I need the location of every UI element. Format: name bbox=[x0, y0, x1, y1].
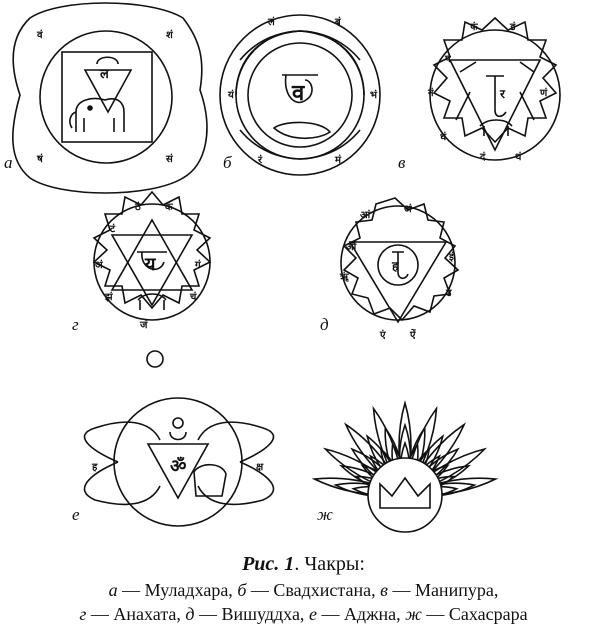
figure-number: Рис. 1 bbox=[242, 553, 295, 575]
manipura-petal-glyph: पं bbox=[445, 54, 451, 65]
caption-item: — Анахата, bbox=[86, 604, 186, 624]
vishuddha-petal-glyph: अं bbox=[404, 204, 412, 215]
vishuddha-petal-glyph: उं bbox=[446, 288, 452, 299]
caption-letter: а bbox=[108, 580, 118, 600]
caption-line-1 bbox=[0, 580, 607, 601]
vishuddha-petal-glyph: एं bbox=[380, 330, 386, 341]
ajna-bija: ॐ bbox=[170, 456, 187, 477]
svadhisthana-petal-glyph: लं bbox=[268, 17, 275, 28]
svadhisthana-petal-glyph: यं bbox=[228, 90, 234, 101]
anahata-petal-glyph: ठं bbox=[135, 202, 141, 213]
vishuddha-petal-glyph: इं bbox=[449, 252, 454, 263]
muladhara-bija: ल bbox=[100, 67, 109, 82]
svadhisthana-chakra bbox=[220, 15, 380, 175]
label-f: е bbox=[72, 505, 80, 524]
anahata-chakra bbox=[72, 192, 210, 367]
caption-item: — Свадхистана, bbox=[246, 580, 381, 600]
label-a: а bbox=[4, 153, 13, 172]
manipura-chakra bbox=[398, 18, 560, 172]
anahata-petal-glyph: टं bbox=[110, 224, 116, 235]
svadhisthana-bija: व bbox=[292, 80, 305, 106]
svadhisthana-petal-glyph: बं bbox=[335, 17, 341, 28]
anahata-petal-glyph: कं bbox=[165, 202, 173, 213]
muladhara-petal-glyph: वं bbox=[37, 30, 43, 41]
muladhara-chakra bbox=[4, 3, 207, 193]
ajna-chakra bbox=[72, 398, 274, 526]
label-e: д bbox=[320, 315, 329, 334]
caption-letter: в bbox=[380, 580, 388, 600]
caption-item: — Аджна, bbox=[316, 604, 406, 624]
manipura-petal-glyph: थं bbox=[515, 152, 522, 163]
caption-item: — Манипура, bbox=[387, 580, 499, 600]
caption-letter: г bbox=[79, 604, 87, 624]
label-g: ж bbox=[317, 505, 333, 524]
vishuddha-petal-glyph: ॠं bbox=[340, 272, 349, 283]
ajna-right-petal-glyph: क्ष bbox=[256, 462, 264, 473]
manipura-petal-glyph: दं bbox=[480, 152, 486, 163]
caption-line-2 bbox=[0, 604, 607, 625]
anahata-petal-glyph: अं bbox=[95, 260, 103, 271]
manipura-petal-glyph: फं bbox=[470, 22, 478, 33]
caption-item: — Вишуддха, bbox=[194, 604, 309, 624]
anahata-petal-glyph: झं bbox=[105, 292, 113, 303]
vishuddha-petal-glyph: ऐं bbox=[410, 330, 416, 341]
anahata-petal-glyph: गं bbox=[195, 260, 201, 271]
vishuddha-petal-glyph: आं bbox=[360, 210, 371, 221]
label-b: б bbox=[223, 153, 232, 172]
caption-item: — Муладхара, bbox=[117, 580, 238, 600]
caption-letter: б bbox=[237, 580, 247, 600]
caption-item: — Сахасрара bbox=[421, 604, 528, 624]
caption-letter: ж bbox=[405, 604, 422, 624]
ajna-left-petal-glyph: ह bbox=[92, 462, 98, 473]
manipura-petal-glyph: नं bbox=[428, 88, 434, 99]
caption-letter: д bbox=[185, 604, 195, 624]
muladhara-petal-glyph: षं bbox=[37, 154, 43, 165]
muladhara-petal-glyph: शं bbox=[166, 30, 173, 41]
label-d: г bbox=[72, 315, 79, 334]
svadhisthana-petal-glyph: मं bbox=[335, 155, 341, 166]
manipura-petal-glyph: णं bbox=[540, 88, 548, 99]
figure-caption-title bbox=[0, 553, 607, 576]
vishuddha-petal-glyph: औं bbox=[346, 242, 357, 253]
manipura-bija: र bbox=[500, 87, 505, 101]
muladhara-petal-glyph: सं bbox=[166, 154, 173, 165]
svadhisthana-petal-glyph: रं bbox=[258, 155, 263, 166]
caption-letter: е bbox=[308, 604, 317, 624]
caption-heading: . Чакры: bbox=[294, 553, 365, 575]
manipura-petal-glyph: धं bbox=[440, 132, 447, 143]
anahata-bija: य bbox=[145, 254, 156, 275]
anahata-petal-glyph: चं bbox=[190, 292, 197, 303]
svadhisthana-petal-glyph: भं bbox=[370, 90, 378, 101]
anahata-petal-glyph: जं bbox=[140, 320, 148, 331]
manipura-petal-glyph: डं bbox=[510, 22, 516, 33]
vishuddha-bija: ह bbox=[392, 259, 399, 273]
vishuddha-chakra bbox=[320, 198, 458, 341]
sahasrara-chakra bbox=[314, 403, 495, 532]
label-c: в bbox=[398, 153, 406, 172]
